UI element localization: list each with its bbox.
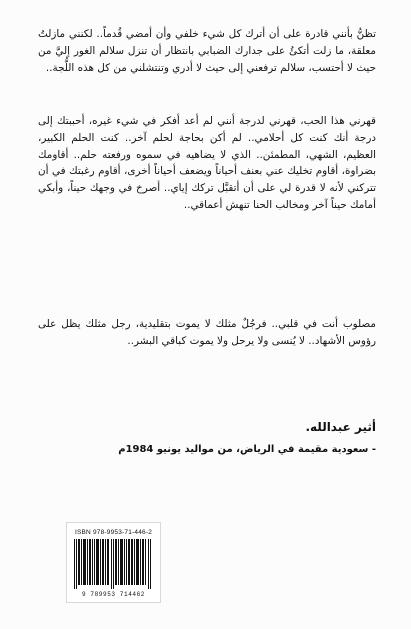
excerpt-paragraph-3 (38, 316, 376, 350)
isbn-label: ISBN 978-9953-71-446-2 (74, 529, 153, 536)
excerpt-paragraph-1-text: تظنُّ بأنني قادرة على أن أترك كل شيء خلفي وأن أمضي قُدماً.. لكنني مازلتُ معلقة، ما زلت أتكئُ على جدارك الضبابي بانتظار أن تنزل سلالم الغور إليَّ من حيث لا أحتسب، سلالم ترفعني إلى حيث لا أدري وتنتشلني من كل هذه اللُّجة.. (38, 28, 376, 74)
isbn-barcode (66, 522, 161, 603)
barcode-digits: 9 789953 714462 (81, 591, 145, 598)
author-name: أثير عبدالله. (305, 420, 376, 434)
excerpt-paragraph-1 (38, 26, 376, 76)
excerpt-paragraph-2 (38, 113, 376, 214)
barcode-icon (74, 539, 153, 589)
author-bio: - سعودية مقيمة في الرياض، من مواليد يونيو 1984م (118, 444, 376, 455)
excerpt-paragraph-2-text: قهرني هذا الحب، قهرني لدرجة أنني لم أعد أفكر في شيء غيره، أحببتك إلى درجة أنك كنت كل أحلامي.. لم أكن بحاجة لحلم آخر.. كنت الحلم الكبير، العظيم، الشهي، المطمئن.. الذي لا يضاهيه في سموه ورفعته حلم.. أقاومك بضراوة، أقاوم تخليك عني بعنف أحياناً ويضعف أحياناً أخرى، أقاوم رغبتك في أن تتركني لأنه لا قدرة لي على أن أتقبَّل تركك إياي.. أصرخ في وجهك حيناً، وأبكي أمامك حيناً آخر ومخالب الحنا تنهش أعماقي.. (38, 115, 376, 211)
excerpt-paragraph-3-text: مصلوب أنت في قلبي.. فرجُلٌ مثلك لا يموت بتقليدية، رجل مثلك يظل على رؤوس الأشهاد.. لا يُنسى ولا يرحل ولا يموت كباقي البشر.. (38, 318, 376, 347)
